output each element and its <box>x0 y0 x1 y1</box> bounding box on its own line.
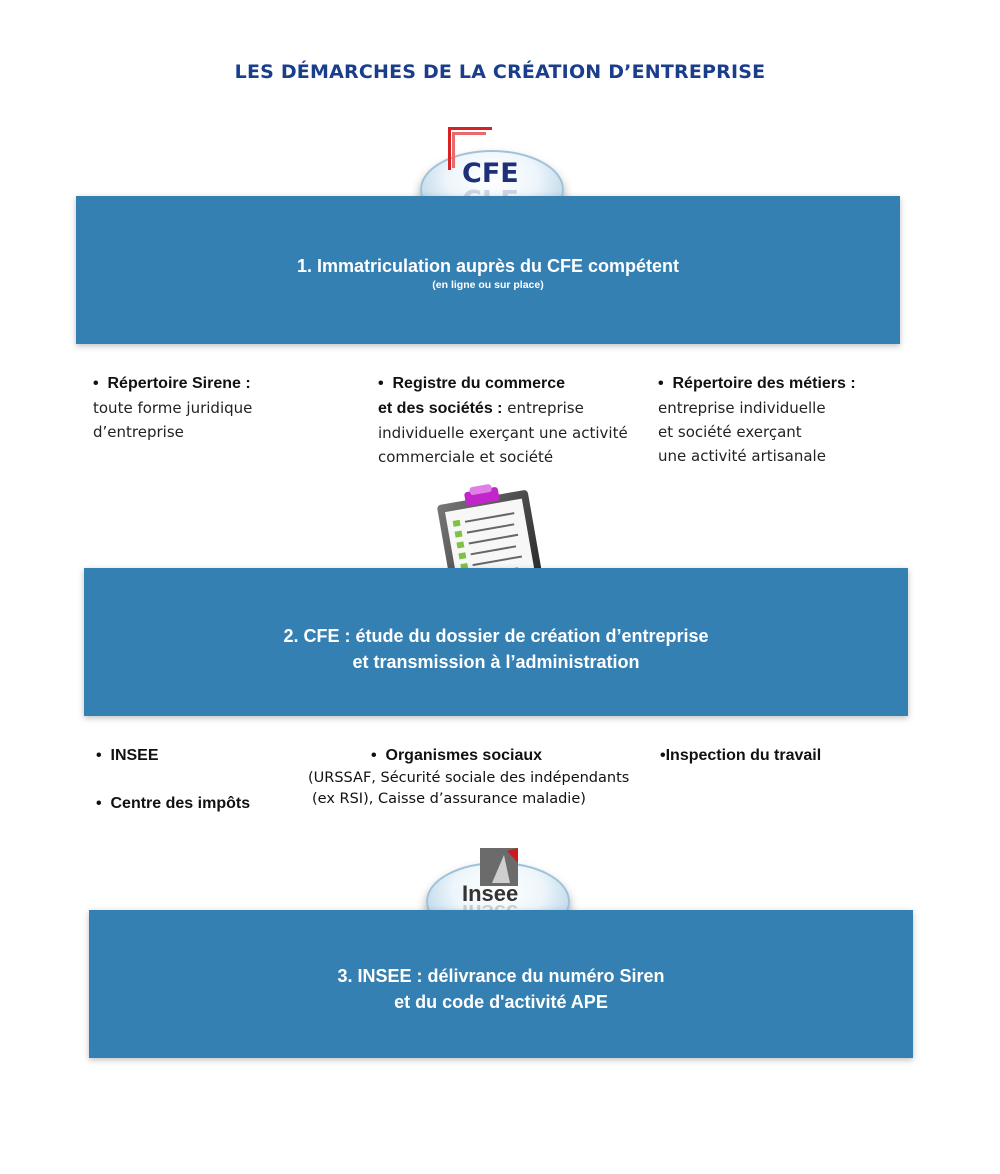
step-1-note: (en ligne ou sur place) <box>432 279 544 291</box>
admin-inspection <box>660 744 821 768</box>
register-rcs-body-1: individuelle exerçant une activité <box>378 424 628 442</box>
admin-organismes-detail-2: (ex RSI), Caisse d’assurance maladie) <box>312 791 586 807</box>
register-rcs-heading-1: Registre du commerce <box>392 375 566 392</box>
register-metiers-body-2: et société exerçant <box>658 423 802 441</box>
admin-organismes-detail-1: (URSSAF, Sécurité sociale des indépendants <box>308 770 630 786</box>
step-3-line-1: 3. INSEE : délivrance du numéro Siren <box>337 966 665 986</box>
register-rcs-heading-2: et des sociétés : <box>378 400 503 417</box>
register-metiers-body-3: une activité artisanale <box>658 447 826 465</box>
cfe-logo-text: CFE <box>462 158 519 189</box>
step-3-line-2: et du code d'activité APE <box>394 992 608 1012</box>
step-3-banner <box>89 910 913 1058</box>
admin-inspection-label: Inspection du travail <box>665 747 822 764</box>
step-2-banner <box>84 568 908 716</box>
register-metiers-heading: Répertoire des métiers : <box>672 375 856 392</box>
admin-impots-label: Centre des impôts <box>110 795 251 812</box>
page-title: LES DÉMARCHES DE LA CRÉATION D’ENTREPRISE <box>234 61 766 83</box>
register-rcs <box>378 372 648 469</box>
admin-organismes-detail <box>308 768 629 810</box>
step-1-text: 1. Immatriculation auprès du CFE compétent <box>296 256 680 276</box>
bullet: • <box>96 795 102 812</box>
register-rcs-body-2: commerciale et société <box>378 448 554 466</box>
admin-organismes-label: Organismes sociaux <box>385 747 543 764</box>
register-metiers-body-1: entreprise individuelle <box>658 399 826 417</box>
step-2-line-1: 2. CFE : étude du dossier de création d’entreprise <box>283 626 709 646</box>
bullet: • <box>96 747 102 764</box>
insee-logo-text: Insee <box>462 881 519 906</box>
register-sirene-body-1: toute forme juridique <box>93 399 253 417</box>
register-rcs-body-inline: entreprise <box>502 399 584 417</box>
bullet: • <box>658 375 664 392</box>
step-1-banner <box>76 196 900 344</box>
bullet: • <box>371 747 377 764</box>
register-sirene-body-2: d’entreprise <box>93 423 184 441</box>
register-metiers <box>658 372 958 468</box>
admin-insee-label: INSEE <box>110 747 159 764</box>
admin-organismes <box>371 744 542 768</box>
bullet: • <box>660 747 666 764</box>
register-sirene-heading: Répertoire Sirene : <box>107 375 251 392</box>
bullet: • <box>378 375 384 392</box>
bullet: • <box>93 375 99 392</box>
register-sirene <box>93 372 353 444</box>
admin-impots <box>96 792 250 816</box>
admin-insee <box>96 744 159 768</box>
step-2-line-2: et transmission à l’administration <box>352 652 640 672</box>
